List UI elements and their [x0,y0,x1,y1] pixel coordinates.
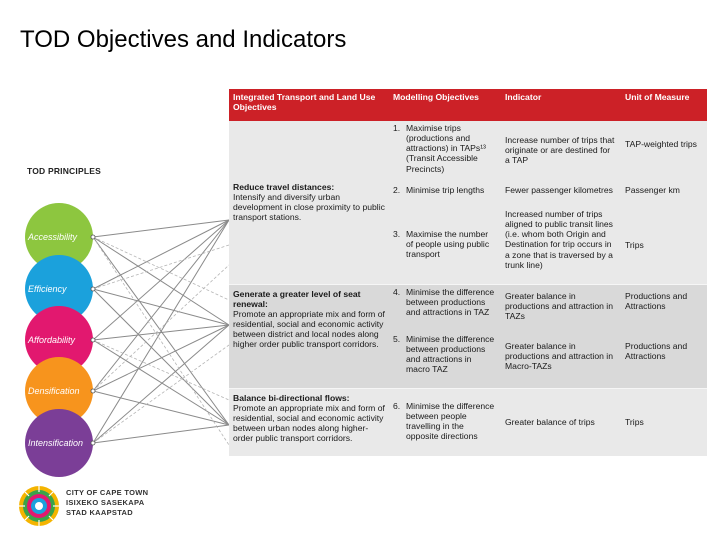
modelling-cell: 2. Minimise trip lengths [389,183,501,207]
indicator-cell: Greater balance in productions and attraction in TAZs [501,284,621,332]
city-seal-icon [17,484,61,528]
tod-principles-heading: TOD PRINCIPLES [27,166,101,176]
unit-cell: TAP-weighted trips [621,121,707,183]
modelling-cell: 4. Minimise the difference between productions and attractions in TAZ [389,284,501,332]
unit-cell: Trips [621,207,707,284]
objective-title: Reduce travel distances: [233,181,335,192]
header-modelling: Modelling Objectives [389,89,501,121]
objective-title: Balance bi-directional flows: [233,392,350,403]
modelling-cell: 1. Maximise trips (productions and attractions) in TAPs¹³ (Transit Accessible Precincts) [389,121,501,183]
unit-cell: Passenger km [621,183,707,207]
header-indicator: Indicator [501,89,621,121]
principle-label-intensification: Intensification [28,438,84,448]
principle-label-densification: Densification [28,386,80,396]
objective-cell [229,121,389,284]
indicator-cell: Greater balance of trips [501,388,621,456]
principle-label-accessibility: Accessibility [28,232,78,242]
modelling-cell: 5. Minimise the difference between productions and attractions in macro TAZ [389,332,501,388]
city-logo-text: CITY OF CAPE TOWN ISIXEKO SASEKAPA STAD KAAPSTAD [66,488,149,517]
objective-body: Promote an appropriate mix and form of residential, social and economic activity between district and local nodes along higher order public transport corridors. [233,308,385,350]
header-objective: Integrated Transport and Land Use Objectives [229,89,389,121]
unit-cell: Productions and Attractions [621,284,707,332]
table-row [229,388,707,456]
table-row [229,121,707,183]
objective-cell [229,284,389,388]
unit-cell: Productions and Attractions [621,332,707,388]
objective-title: Generate a greater level of seat renewal: [233,288,361,309]
table-row [229,284,707,332]
indicator-cell: Increase number of trips that originate or are destined for a TAP [501,121,621,183]
indicator-cell: Fewer passenger kilometres [501,183,621,207]
principle-label-affordability: Affordability [28,335,76,345]
principle-label-efficiency: Efficiency [28,284,67,294]
objective-body: Promote an appropriate mix and form of residential, social and economic activity between urban nodes along higher-order public transport corridors. [233,402,385,444]
slide-title: TOD Objectives and Indicators [20,26,347,53]
table-header-row [229,89,707,121]
modelling-cell: 6. Minimise the difference between people travelling in the opposite directions [389,388,501,456]
unit-cell: Trips [621,388,707,456]
indicator-cell: Greater balance in productions and attraction in Macro-TAZs [501,332,621,388]
header-unit: Unit of Measure [621,89,707,121]
objective-body: Intensify and diversify urban development in close proximity to public transport stations. [233,192,385,223]
objectives-table [229,89,707,456]
objective-cell [229,388,389,456]
indicator-cell: Increased number of trips aligned to public transit lines (i.e. whom both Origin and Destination for trip occurs in a zone that is traversed by a trunk line) [501,207,621,284]
modelling-cell: 3. Maximise the number of people using public transport [389,207,501,284]
